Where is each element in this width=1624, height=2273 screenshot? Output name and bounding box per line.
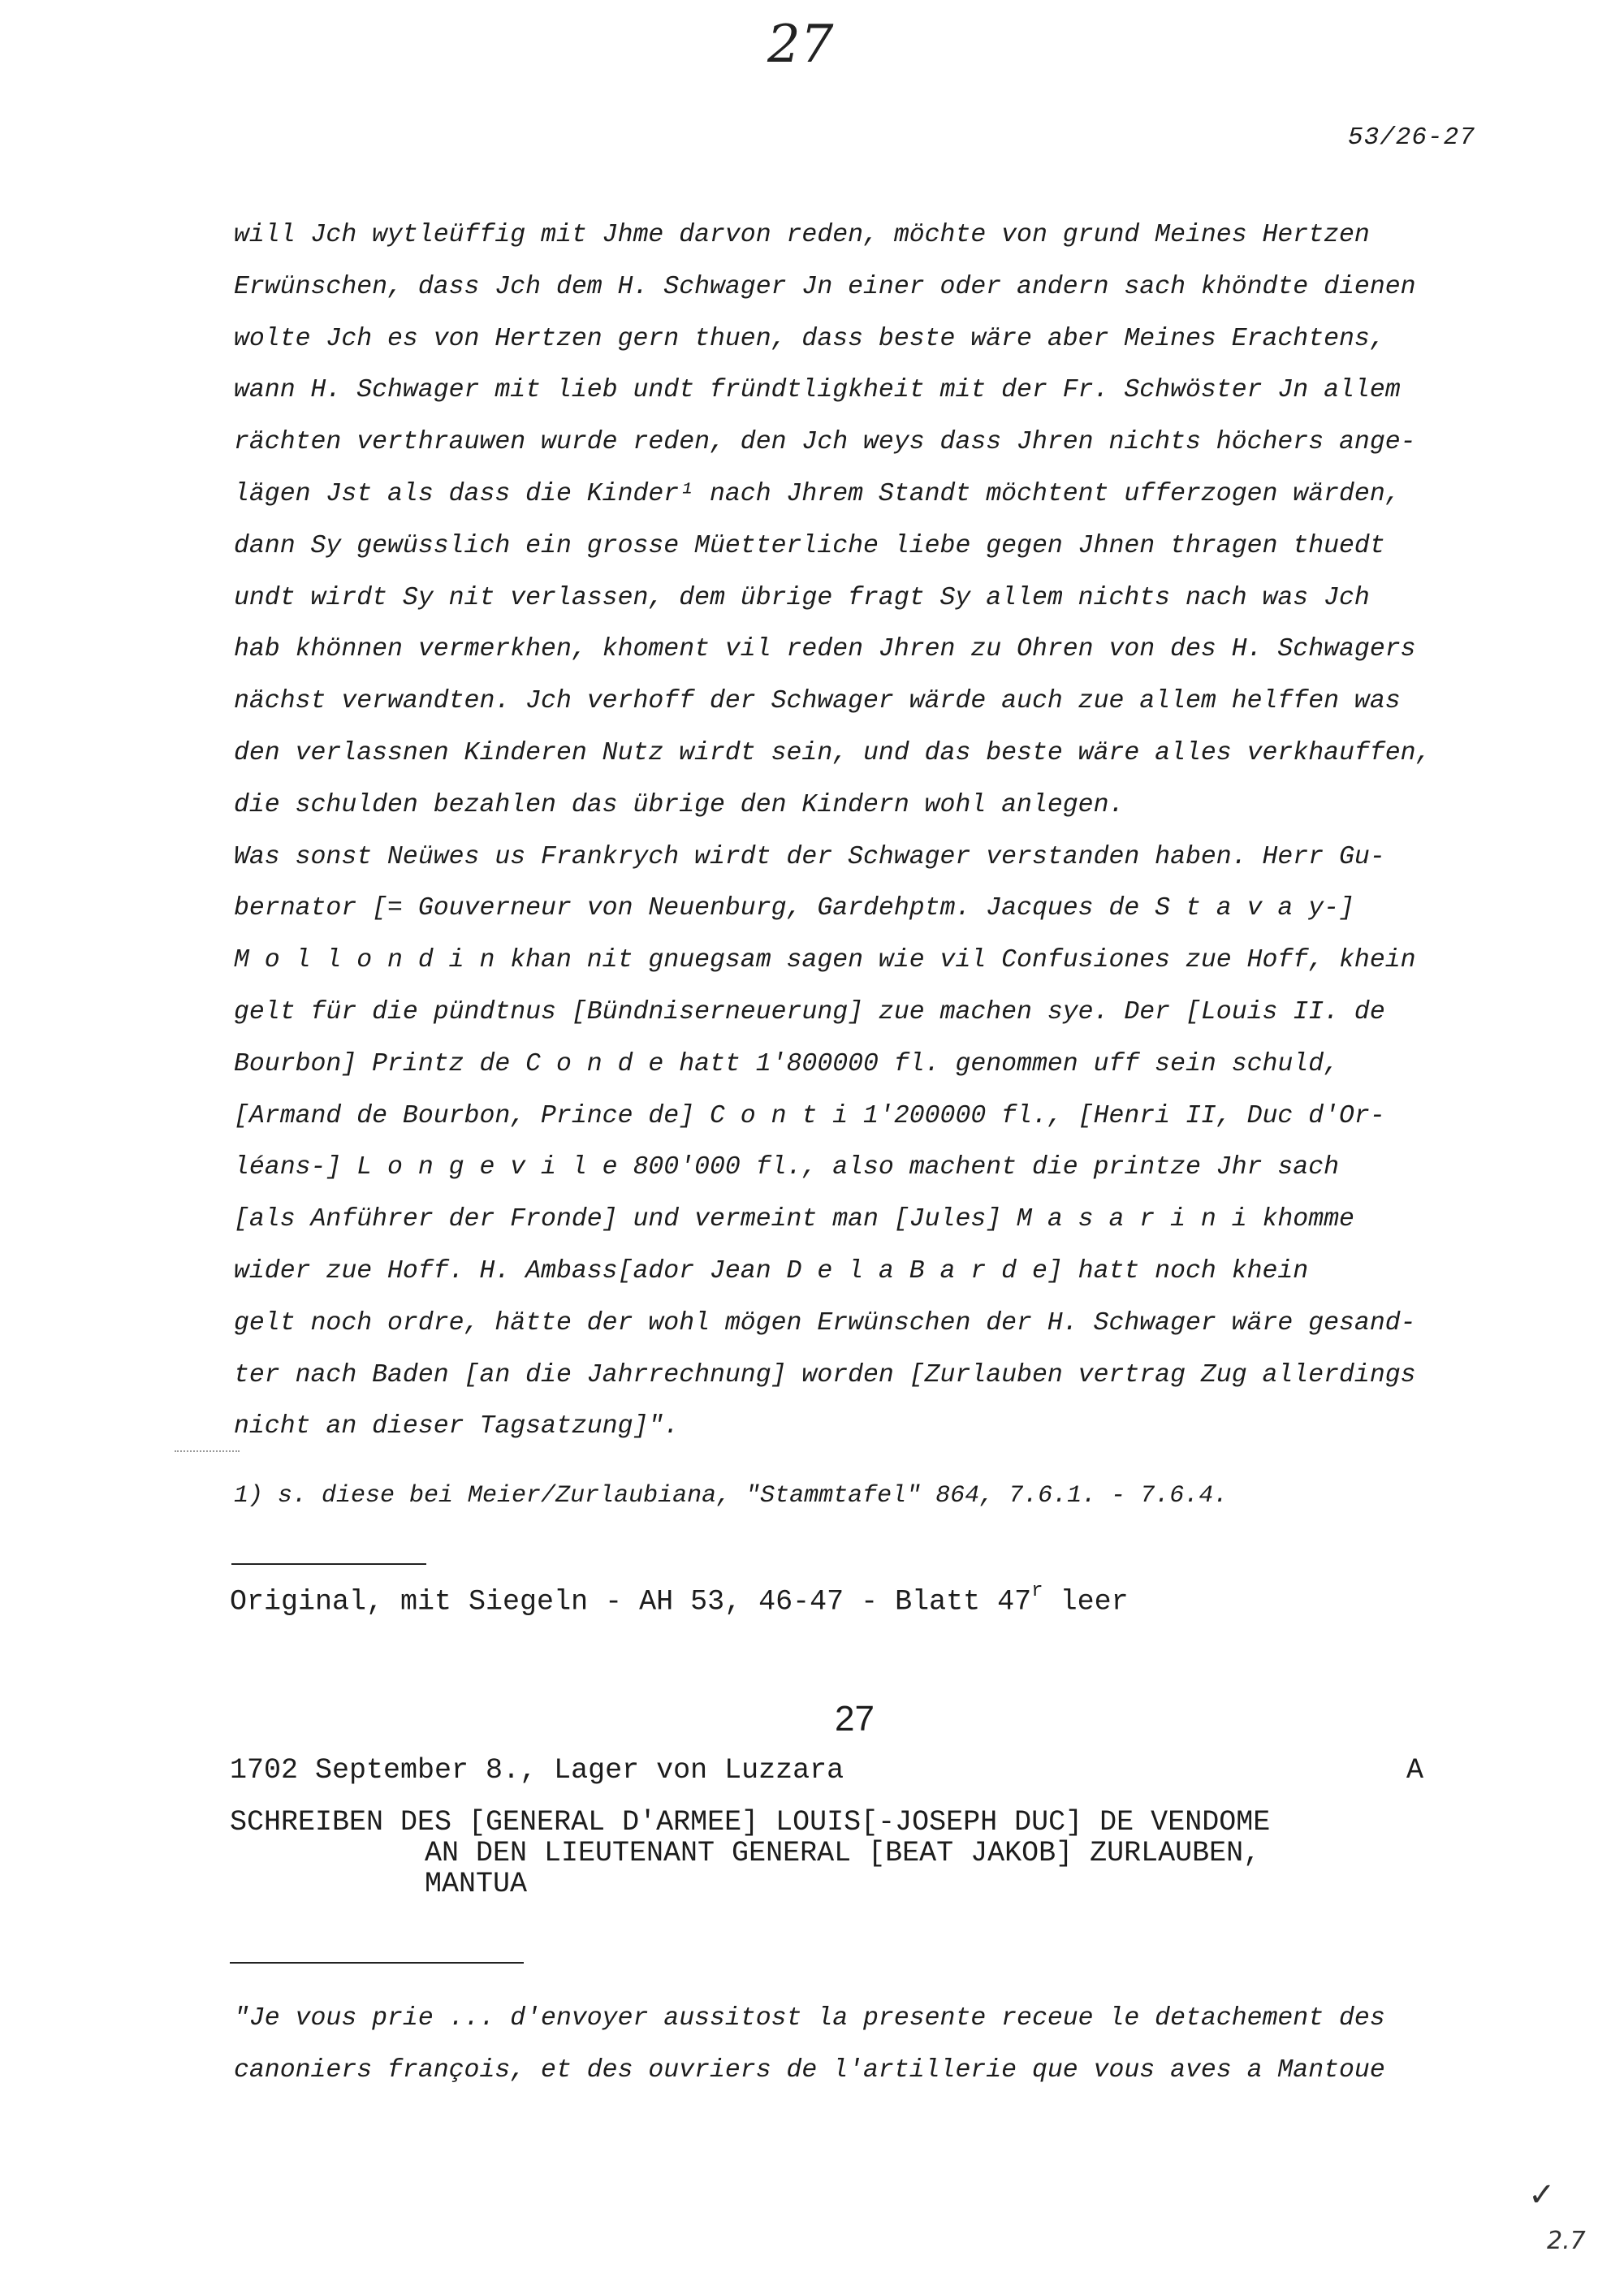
- source-text: Original, mit Siegeln - AH 53, 46-47 - Blatt 47: [230, 1585, 1032, 1618]
- letter-line: léans-] L o n g e v i l e 800'000 fl., also machent die printze Jhr sach: [234, 1153, 1340, 1182]
- archive-reference: 53/26-27: [1348, 123, 1475, 152]
- quote-line: "Je vous prie ... d'envoyer aussitost la presente receue le detachement des: [234, 2004, 1385, 2033]
- section-rule: [230, 1962, 524, 1964]
- letter-line: hab khönnen vermerkhen, khoment vil reden Jhren zu Ohren von des H. Schwagers: [234, 635, 1416, 664]
- letter-line: Bourbon] Printz de C o n d e hatt 1'800000 fl. genommen uff sein schuld,: [234, 1049, 1340, 1078]
- source-suffix: leer: [1043, 1585, 1129, 1618]
- checkmark-icon: ✓: [1528, 2176, 1556, 2214]
- letter-line: wann H. Schwager mit lieb undt fründtligkheit mit der Fr. Schwöster Jn allem: [234, 376, 1401, 405]
- letter-line: M o l l o n d i n khan nit gnuegsam sagen wie vil Confusiones zue Hoff, khein: [234, 946, 1416, 975]
- letter-line: lägen Jst als dass die Kinder¹ nach Jhrem Standt möchtent ufferzogen wärden,: [234, 479, 1401, 508]
- letter-line: dann Sy gewüsslich ein grosse Müetterliche liebe gegen Jhnen thragen thuedt: [234, 531, 1385, 560]
- footnote: 1) s. diese bei Meier/Zurlaubiana, "Stammtafel" 864, 7.6.1. - 7.6.4.: [234, 1482, 1229, 1510]
- handwritten-page-number: 27: [767, 15, 834, 75]
- letter-line: undt wirdt Sy nit verlassen, dem übrige fragt Sy allem nichts nach was Jch: [234, 583, 1370, 612]
- margin-scrawl: 2.7: [1547, 2227, 1586, 2255]
- letter-line: [Armand de Bourbon, Prince de] C o n t i 1'200000 fl., [Henri II, Duc d'Or-: [234, 1101, 1385, 1130]
- source-note: [230, 1580, 1129, 1618]
- document-heading: [230, 1807, 1270, 1899]
- source-sup: r: [1031, 1580, 1043, 1602]
- letter-line: den verlassnen Kinderen Nutz wirdt sein, und das beste wäre alles verkhauffen,: [234, 738, 1432, 767]
- document-flag: A: [1406, 1754, 1423, 1787]
- heading-line: SCHREIBEN DES [GENERAL D'ARMEE] LOUIS[-JOSEPH DUC] DE VENDOME: [230, 1806, 1271, 1839]
- date-place-line: [230, 1754, 1423, 1787]
- letter-line: Erwünschen, dass Jch dem H. Schwager Jn einer oder andern sach khöndte dienen: [234, 272, 1416, 301]
- margin-dots: [175, 1450, 240, 1452]
- letter-line: ter nach Baden [an die Jahrrechnung] worden [Zurlauben vertrag Zug allerdings: [234, 1360, 1416, 1389]
- heading-line: MANTUA: [425, 1868, 528, 1900]
- letter-line: wolte Jch es von Hertzen gern thuen, dass beste wäre aber Meines Erachtens,: [234, 324, 1385, 353]
- letter-line: die schulden bezahlen das übrige den Kindern wohl anlegen.: [234, 790, 1125, 819]
- letter-line: wider zue Hoff. H. Ambass[ador Jean D e l a B a r d e] hatt noch khein: [234, 1256, 1309, 1286]
- date-place: 1702 September 8., Lager von Luzzara: [230, 1754, 844, 1787]
- letter-line: Was sonst Neüwes us Frankrych wirdt der Schwager verstanden haben. Herr Gu-: [234, 842, 1385, 871]
- letter-line: gelt noch ordre, hätte der wohl mögen Erwünschen der H. Schwager wäre gesand-: [234, 1308, 1416, 1337]
- letter-line: gelt für die pündtnus [Bündniserneuerung] zue machen sye. Der [Louis II. de: [234, 997, 1385, 1026]
- letter-line: rächten verthrauwen wurde reden, den Jch weys dass Jhren nichts höchers ange-: [234, 428, 1416, 457]
- letter-line: [als Anführer der Fronde] und vermeint man [Jules] M a s a r i n i khomme: [234, 1205, 1354, 1234]
- letter-line: bernator [= Gouverneur von Neuenburg, Gardehptm. Jacques de S t a v a y-]: [234, 894, 1354, 923]
- letter-body: [234, 210, 1525, 1453]
- document-number: 27: [835, 1699, 875, 1739]
- quote-body: [234, 1993, 1533, 2097]
- section-rule: [231, 1563, 426, 1565]
- heading-line: AN DEN LIEUTENANT GENERAL [BEAT JAKOB] ZURLAUBEN,: [425, 1837, 1261, 1869]
- letter-line: nicht an dieser Tagsatzung]".: [234, 1412, 680, 1441]
- quote-line: canoniers françois, et des ouvriers de l'artillerie que vous aves a Mantoue: [234, 2056, 1385, 2085]
- letter-line: will Jch wytleüffig mit Jhme darvon reden, möchte von grund Meines Hertzen: [234, 221, 1370, 249]
- letter-line: nächst verwandten. Jch verhoff der Schwager wärde auch zue allem helffen was: [234, 687, 1401, 716]
